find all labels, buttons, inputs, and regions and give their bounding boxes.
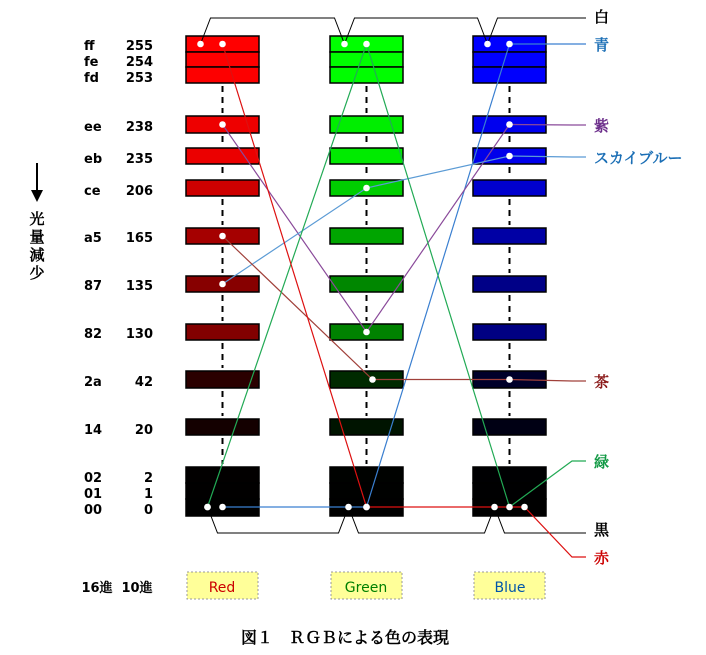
callout-label-6: 黒 xyxy=(594,521,610,539)
blue-bar-01 xyxy=(473,483,546,499)
dot-3-blue xyxy=(506,153,513,160)
dot-1-red xyxy=(219,504,226,511)
blue-bar-14 xyxy=(473,419,546,435)
dot-5-green xyxy=(363,41,370,48)
hex-label-02: 02 xyxy=(84,471,103,486)
blue-bar-ce xyxy=(473,180,546,196)
callout-line-2 xyxy=(510,125,587,126)
dec-label-eb: 235 xyxy=(125,152,153,167)
dot-4-green xyxy=(369,376,376,383)
callout-label-0: 白 xyxy=(594,8,610,26)
figure-caption: 図１ ＲＧＢによる色の表現 xyxy=(240,628,450,647)
green-bar-14 xyxy=(330,419,403,435)
blue-bar-87 xyxy=(473,276,546,292)
hex-label-fe: fe xyxy=(84,55,99,70)
dot-7-red xyxy=(219,41,226,48)
reduction-axis xyxy=(29,163,45,282)
line-3 xyxy=(223,156,510,284)
hex-label-a5: a5 xyxy=(84,231,102,246)
hex-label-2a: 2a xyxy=(84,375,102,390)
dec-label-2a: 42 xyxy=(134,375,153,390)
axis-char-0: 光 xyxy=(29,210,45,228)
callout-label-7: 赤 xyxy=(594,549,610,567)
hex-label-ff: ff xyxy=(84,39,95,54)
blue-bar-02 xyxy=(473,467,546,483)
dot-7-blue xyxy=(521,504,528,511)
dot-2-red xyxy=(219,121,226,128)
blue-bar-fe xyxy=(473,52,546,67)
dec-label-fe: 254 xyxy=(125,55,153,70)
blue-channel-label: Blue xyxy=(494,580,526,596)
channel-labels xyxy=(187,572,545,599)
dot-5-blue xyxy=(506,504,513,511)
dec-label-ff: 255 xyxy=(125,39,153,54)
dec-label-02: 2 xyxy=(143,471,153,486)
hex-label-ce: ce xyxy=(84,184,101,199)
callout-label-3: スカイブルー xyxy=(594,149,683,167)
level-labels xyxy=(84,39,153,518)
dot-6-green xyxy=(345,504,352,511)
red-bar-fe xyxy=(186,52,259,67)
green-bar-a5 xyxy=(330,228,403,244)
hex-header: 16進 xyxy=(81,581,113,596)
dot-0-green xyxy=(341,41,348,48)
callout-label-1: 青 xyxy=(594,36,610,54)
axis-char-3: 少 xyxy=(29,264,45,282)
dec-label-ee: 238 xyxy=(125,120,153,135)
red-bar-82 xyxy=(186,324,259,340)
blue-bar-82 xyxy=(473,324,546,340)
hex-label-00: 00 xyxy=(84,503,103,518)
hex-label-01: 01 xyxy=(84,487,103,502)
dec-label-82: 130 xyxy=(125,327,153,342)
dot-1-blue xyxy=(506,41,513,48)
callout-label-4: 茶 xyxy=(594,373,610,391)
dec-label-01: 1 xyxy=(143,487,153,502)
red-bar-fd xyxy=(186,67,259,83)
hex-label-82: 82 xyxy=(84,327,103,342)
red-bar-ce xyxy=(186,180,259,196)
hex-label-ee: ee xyxy=(84,120,102,135)
dec-label-ce: 206 xyxy=(125,184,153,199)
hex-label-14: 14 xyxy=(84,423,103,438)
dec-header: 10進 xyxy=(121,581,153,596)
color-callouts xyxy=(594,8,683,567)
dot-6-red xyxy=(204,504,211,511)
dot-7-green xyxy=(363,504,370,511)
red-bar-2a xyxy=(186,371,259,388)
dashed-connectors xyxy=(223,86,510,464)
green-bar-87 xyxy=(330,276,403,292)
hex-label-fd: fd xyxy=(84,71,99,86)
red-bar-01 xyxy=(186,483,259,499)
callout-label-5: 緑 xyxy=(594,453,610,471)
dec-label-00: 0 xyxy=(143,503,153,518)
green-bar-fd xyxy=(330,67,403,83)
hex-label-87: 87 xyxy=(84,279,103,294)
dec-label-87: 135 xyxy=(125,279,153,294)
axis-char-2: 減 xyxy=(29,246,45,264)
dot-0-red xyxy=(197,41,204,48)
dec-label-a5: 165 xyxy=(125,231,153,246)
dot-4-red xyxy=(219,233,226,240)
dec-label-fd: 253 xyxy=(125,71,153,86)
red-bar-14 xyxy=(186,419,259,435)
green-bar-eb xyxy=(330,148,403,164)
dot-2-green xyxy=(363,329,370,336)
green-bar-02 xyxy=(330,467,403,483)
axis-char-1: 量 xyxy=(29,228,45,246)
red-channel-label: Red xyxy=(208,580,236,596)
green-bar-01 xyxy=(330,483,403,499)
dot-6-blue xyxy=(491,504,498,511)
dot-3-red xyxy=(219,281,226,288)
blue-bar-a5 xyxy=(473,228,546,244)
red-bar-02 xyxy=(186,467,259,483)
hex-label-eb: eb xyxy=(84,152,103,167)
dot-4-blue xyxy=(506,376,513,383)
callout-label-2: 紫 xyxy=(594,117,610,135)
blue-bar-fd xyxy=(473,67,546,83)
green-channel-label: Green xyxy=(344,580,388,596)
dot-2-blue xyxy=(506,121,513,128)
dot-3-green xyxy=(363,185,370,192)
green-bar-fe xyxy=(330,52,403,67)
dec-label-14: 20 xyxy=(134,423,153,438)
dot-0-blue xyxy=(484,41,491,48)
